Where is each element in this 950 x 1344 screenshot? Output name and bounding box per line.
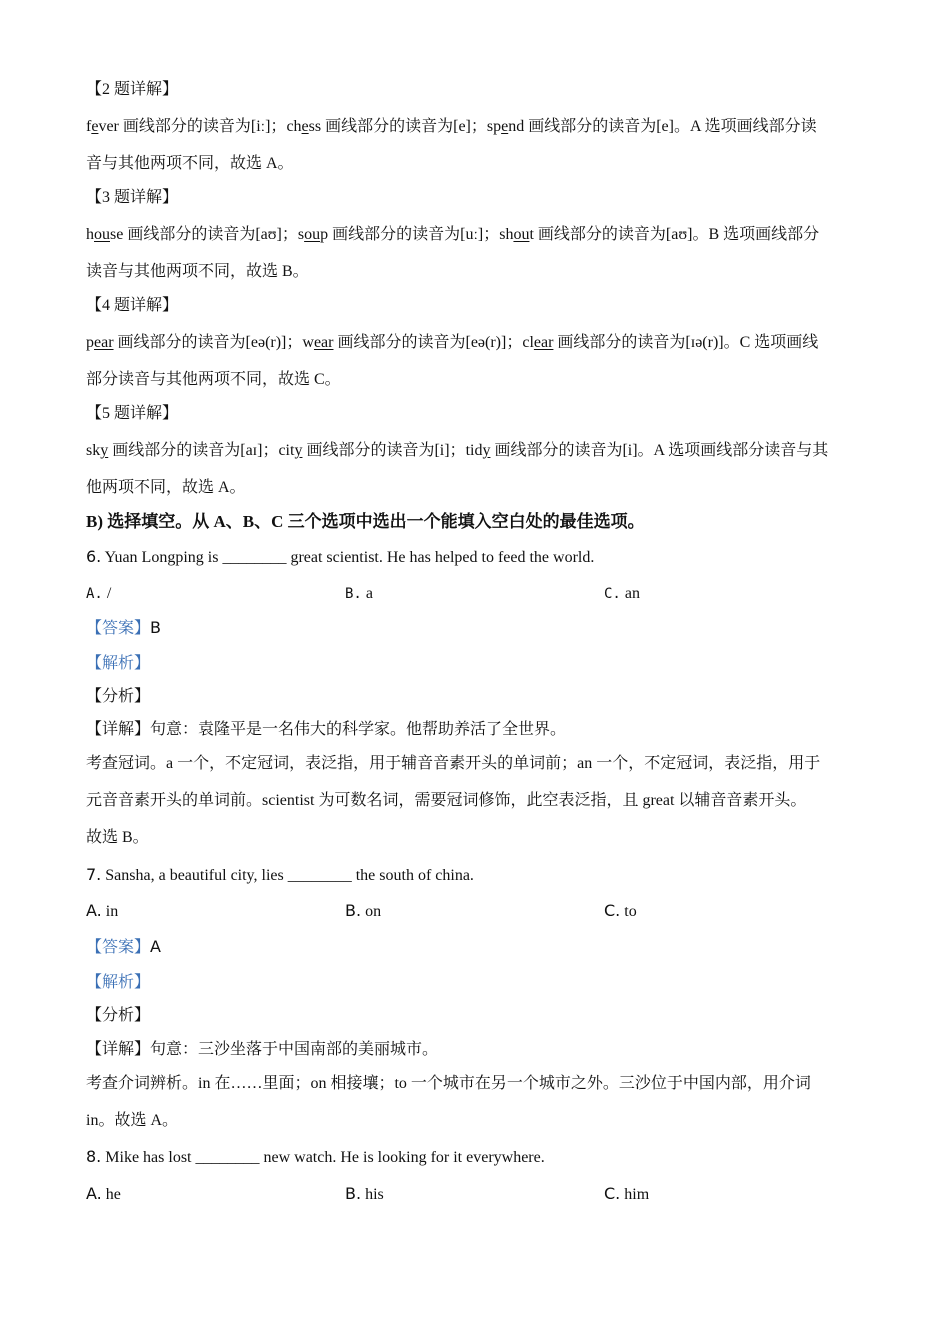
question-6-option-a: A. /: [86, 585, 112, 602]
explain-line: 考查冠词。a 一个，不定冠词，表泛指，用于辅音音素开头的单词前；an 一个，不定冠词，表泛指，用于: [86, 755, 821, 772]
answer-line: 【答案】B: [86, 618, 161, 637]
question-6-option-c: C. an: [604, 585, 640, 602]
part-b-title: B) 选择填空。从 A、B、C 三个选项中选出一个能填入空白处的最佳选项。: [86, 512, 645, 531]
fenxi-label: 【分析】: [86, 1007, 151, 1024]
section-heading-q2: 【2 题详解】: [86, 81, 179, 98]
explanation-line: 部分读音与其他两项不同，故选 C。: [86, 371, 341, 388]
question-8-option-c: C. him: [604, 1184, 650, 1203]
explanation-line: 他两项不同，故选 A。: [86, 479, 246, 496]
section-heading-q3: 【3 题详解】: [86, 189, 179, 206]
question-7-option-b: B. on: [345, 901, 382, 920]
explain-line: 考查介词辨析。in 在……里面；on 相接壤；to 一个城市在另一个城市之外。三沙位于中国内部，用介词: [86, 1075, 811, 1092]
detail-line: 【详解】句意：三沙坐落于中国南部的美丽城市。: [86, 1041, 439, 1058]
explanation-line: fever 画线部分的读音为[iː]；chess 画线部分的读音为[e]；spend 画线部分的读音为[e]。A 选项画线部分读: [86, 118, 817, 135]
detail-line: 【详解】句意：袁隆平是一名伟大的科学家。他帮助养活了全世界。: [86, 721, 567, 738]
explanation-line: pear 画线部分的读音为[eə(r)]；wear 画线部分的读音为[eə(r)]；clear 画线部分的读音为[ɪə(r)]。C 选项画线: [86, 334, 819, 351]
fenxi-label: 【分析】: [86, 688, 151, 705]
question-8-option-a: A. he: [86, 1184, 121, 1203]
question-6-option-b: B. a: [345, 585, 373, 602]
question-8-option-b: B. his: [345, 1184, 384, 1203]
explanation-line: sky 画线部分的读音为[aɪ]；city 画线部分的读音为[i]；tidy 画线部分的读音为[i]。A 选项画线部分读音与其: [86, 442, 829, 459]
explanation-line: house 画线部分的读音为[aʊ]；soup 画线部分的读音为[uː]；shout 画线部分的读音为[aʊ]。B 选项画线部分: [86, 226, 820, 243]
explain-line: 故选 B。: [86, 829, 149, 846]
question-8-stem: 8. Mike has lost ________ new watch. He is looking for it everywhere.: [86, 1147, 545, 1166]
explain-line: 元音音素开头的单词前。scientist 为可数名词，需要冠词修饰，此空表泛指，且 great 以辅音音素开头。: [86, 792, 807, 809]
explain-line: in。故选 A。: [86, 1112, 179, 1129]
question-7-stem: 7. Sansha, a beautiful city, lies ________ the south of china.: [86, 865, 474, 884]
analysis-label: 【解析】: [86, 655, 151, 672]
explanation-line: 读音与其他两项不同，故选 B。: [86, 263, 309, 280]
explanation-line: 音与其他两项不同，故选 A。: [86, 155, 294, 172]
analysis-label: 【解析】: [86, 974, 151, 991]
answer-line: 【答案】A: [86, 937, 161, 956]
section-heading-q5: 【5 题详解】: [86, 405, 179, 422]
question-6-stem: 6. Yuan Longping is ________ great scientist. He has helped to feed the world.: [86, 547, 595, 566]
question-7-option-a: A. in: [86, 901, 119, 920]
section-heading-q4: 【4 题详解】: [86, 297, 179, 314]
question-7-option-c: C. to: [604, 901, 637, 920]
